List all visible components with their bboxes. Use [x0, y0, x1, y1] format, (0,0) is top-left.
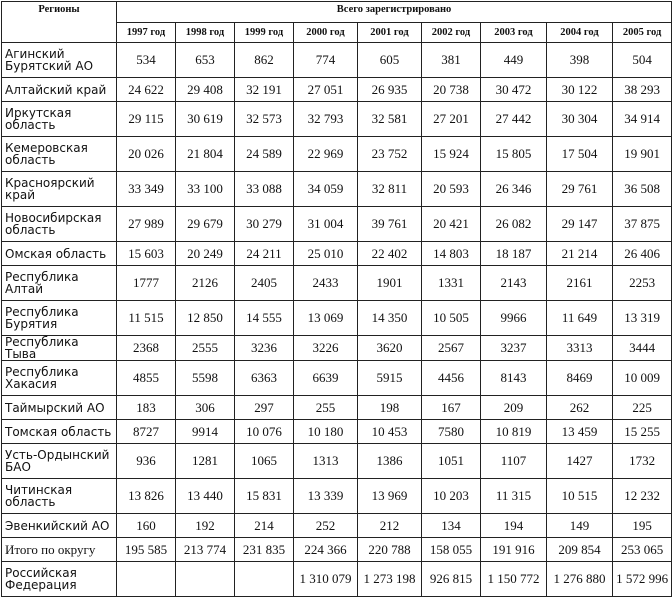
- value-cell: 38 293: [613, 78, 672, 102]
- value-cell: 10 819: [481, 420, 547, 444]
- registration-table: [1, 1, 672, 597]
- value-cell: 15 924: [422, 137, 481, 172]
- value-cell: 8727: [117, 420, 176, 444]
- value-cell: 29 115: [117, 102, 176, 137]
- value-cell: 15 805: [481, 137, 547, 172]
- value-cell: 27 051: [294, 78, 358, 102]
- value-cell: 20 593: [422, 172, 481, 207]
- value-cell: 449: [481, 43, 547, 78]
- value-cell: 2368: [117, 336, 176, 361]
- value-cell: 7580: [422, 420, 481, 444]
- value-cell: 30 472: [481, 78, 547, 102]
- value-cell: 29 147: [547, 207, 613, 242]
- value-cell: 26 935: [358, 78, 422, 102]
- value-cell: 255: [294, 396, 358, 420]
- value-cell: 5598: [176, 361, 235, 396]
- value-cell: 22 402: [358, 242, 422, 266]
- value-cell: 3237: [481, 336, 547, 361]
- table-row: [2, 102, 672, 137]
- value-cell: 13 339: [294, 479, 358, 514]
- value-cell: 33 088: [235, 172, 294, 207]
- value-cell: 30 619: [176, 102, 235, 137]
- year-header: 1997 год: [117, 23, 176, 43]
- value-cell: [176, 562, 235, 597]
- table-row: [2, 479, 672, 514]
- value-cell: 25 010: [294, 242, 358, 266]
- value-cell: 32 793: [294, 102, 358, 137]
- value-cell: 27 201: [422, 102, 481, 137]
- region-name-cell: Таймырский АО: [2, 396, 117, 420]
- value-cell: 2433: [294, 266, 358, 301]
- value-cell: 33 349: [117, 172, 176, 207]
- value-cell: 10 505: [422, 301, 481, 336]
- value-cell: 1 276 880: [547, 562, 613, 597]
- value-cell: 2405: [235, 266, 294, 301]
- value-cell: 862: [235, 43, 294, 78]
- value-cell: 37 875: [613, 207, 672, 242]
- value-cell: 34 059: [294, 172, 358, 207]
- value-cell: 29 408: [176, 78, 235, 102]
- value-cell: 34 914: [613, 102, 672, 137]
- value-cell: 10 515: [547, 479, 613, 514]
- value-cell: 17 504: [547, 137, 613, 172]
- value-cell: 12 850: [176, 301, 235, 336]
- value-cell: 2126: [176, 266, 235, 301]
- region-name-cell: Республика Бурятия: [2, 301, 117, 336]
- value-cell: 12 232: [613, 479, 672, 514]
- value-cell: 15 831: [235, 479, 294, 514]
- value-cell: 1 273 198: [358, 562, 422, 597]
- year-header: 2005 год: [613, 23, 672, 43]
- value-cell: 209: [481, 396, 547, 420]
- value-cell: 9966: [481, 301, 547, 336]
- value-cell: 1107: [481, 444, 547, 479]
- value-cell: 13 826: [117, 479, 176, 514]
- value-cell: 1 572 996: [613, 562, 672, 597]
- value-cell: 262: [547, 396, 613, 420]
- value-cell: [235, 562, 294, 597]
- value-cell: 26 346: [481, 172, 547, 207]
- value-cell: 11 515: [117, 301, 176, 336]
- year-header: 2001 год: [358, 23, 422, 43]
- value-cell: 31 004: [294, 207, 358, 242]
- value-cell: 297: [235, 396, 294, 420]
- value-cell: 29 679: [176, 207, 235, 242]
- value-cell: 14 350: [358, 301, 422, 336]
- value-cell: 21 214: [547, 242, 613, 266]
- year-header: 2000 год: [294, 23, 358, 43]
- value-cell: 27 989: [117, 207, 176, 242]
- value-cell: 26 082: [481, 207, 547, 242]
- value-cell: 32 573: [235, 102, 294, 137]
- value-cell: 8143: [481, 361, 547, 396]
- region-name-cell: Кемеровская область: [2, 137, 117, 172]
- value-cell: 306: [176, 396, 235, 420]
- region-name-cell: Республика Тыва: [2, 336, 117, 361]
- value-cell: 3226: [294, 336, 358, 361]
- value-cell: 252: [294, 514, 358, 538]
- value-cell: 20 249: [176, 242, 235, 266]
- table-row: [2, 172, 672, 207]
- value-cell: 11 649: [547, 301, 613, 336]
- value-cell: 195 585: [117, 538, 176, 562]
- value-cell: 13 969: [358, 479, 422, 514]
- value-cell: [117, 562, 176, 597]
- region-name-cell: Алтайский край: [2, 78, 117, 102]
- value-cell: 253 065: [613, 538, 672, 562]
- region-name-cell: Республика Алтай: [2, 266, 117, 301]
- value-cell: 1 150 772: [481, 562, 547, 597]
- value-cell: 15 603: [117, 242, 176, 266]
- value-cell: 192: [176, 514, 235, 538]
- value-cell: 1901: [358, 266, 422, 301]
- value-cell: 21 804: [176, 137, 235, 172]
- total-registered-header: Всего зарегистрировано: [117, 2, 672, 23]
- value-cell: 30 279: [235, 207, 294, 242]
- value-cell: 20 026: [117, 137, 176, 172]
- table-row: [2, 336, 672, 361]
- value-cell: 381: [422, 43, 481, 78]
- value-cell: 149: [547, 514, 613, 538]
- table-row: [2, 301, 672, 336]
- value-cell: 653: [176, 43, 235, 78]
- value-cell: 1281: [176, 444, 235, 479]
- table-row: [2, 207, 672, 242]
- table-row: [2, 43, 672, 78]
- year-header: 2002 год: [422, 23, 481, 43]
- value-cell: 11 315: [481, 479, 547, 514]
- value-cell: 2253: [613, 266, 672, 301]
- region-name-cell: Томская область: [2, 420, 117, 444]
- table-row: [2, 514, 672, 538]
- region-name-cell: Иркутская область: [2, 102, 117, 137]
- value-cell: 26 406: [613, 242, 672, 266]
- value-cell: 3620: [358, 336, 422, 361]
- region-name-cell: Российская Федерация: [2, 562, 117, 597]
- table-row: [2, 361, 672, 396]
- value-cell: 158 055: [422, 538, 481, 562]
- value-cell: 191 916: [481, 538, 547, 562]
- region-name-cell: Читинская область: [2, 479, 117, 514]
- value-cell: 220 788: [358, 538, 422, 562]
- regions-header: Регионы: [2, 2, 117, 43]
- value-cell: 9914: [176, 420, 235, 444]
- value-cell: 13 069: [294, 301, 358, 336]
- value-cell: 20 421: [422, 207, 481, 242]
- value-cell: 30 122: [547, 78, 613, 102]
- value-cell: 24 589: [235, 137, 294, 172]
- value-cell: 27 442: [481, 102, 547, 137]
- value-cell: 225: [613, 396, 672, 420]
- value-cell: 2555: [176, 336, 235, 361]
- value-cell: 18 187: [481, 242, 547, 266]
- value-cell: 231 835: [235, 538, 294, 562]
- value-cell: 214: [235, 514, 294, 538]
- value-cell: 1386: [358, 444, 422, 479]
- table-row: [2, 562, 672, 597]
- region-name-cell: Агинский Бурятский АО: [2, 43, 117, 78]
- value-cell: 4855: [117, 361, 176, 396]
- value-cell: 2161: [547, 266, 613, 301]
- value-cell: 33 100: [176, 172, 235, 207]
- value-cell: 2143: [481, 266, 547, 301]
- value-cell: 24 622: [117, 78, 176, 102]
- value-cell: 213 774: [176, 538, 235, 562]
- value-cell: 10 076: [235, 420, 294, 444]
- value-cell: 5915: [358, 361, 422, 396]
- value-cell: 24 211: [235, 242, 294, 266]
- value-cell: 4456: [422, 361, 481, 396]
- value-cell: 1 310 079: [294, 562, 358, 597]
- value-cell: 13 319: [613, 301, 672, 336]
- value-cell: 1065: [235, 444, 294, 479]
- table-body: [2, 43, 672, 597]
- value-cell: 134: [422, 514, 481, 538]
- value-cell: 3444: [613, 336, 672, 361]
- value-cell: 13 459: [547, 420, 613, 444]
- value-cell: 209 854: [547, 538, 613, 562]
- value-cell: 183: [117, 396, 176, 420]
- value-cell: 1331: [422, 266, 481, 301]
- value-cell: 534: [117, 43, 176, 78]
- value-cell: 14 555: [235, 301, 294, 336]
- value-cell: 39 761: [358, 207, 422, 242]
- table-row: [2, 242, 672, 266]
- region-name-cell: Новосибирская область: [2, 207, 117, 242]
- value-cell: 1051: [422, 444, 481, 479]
- value-cell: 398: [547, 43, 613, 78]
- region-name-cell: Красноярский край: [2, 172, 117, 207]
- region-name-cell: Усть-Ордынский БАО: [2, 444, 117, 479]
- table-row: [2, 538, 672, 562]
- value-cell: 167: [422, 396, 481, 420]
- value-cell: 32 811: [358, 172, 422, 207]
- value-cell: 504: [613, 43, 672, 78]
- region-name-cell: Республика Хакасия: [2, 361, 117, 396]
- value-cell: 936: [117, 444, 176, 479]
- value-cell: 13 440: [176, 479, 235, 514]
- value-cell: 10 453: [358, 420, 422, 444]
- year-header: 2003 год: [481, 23, 547, 43]
- value-cell: 224 366: [294, 538, 358, 562]
- value-cell: 10 180: [294, 420, 358, 444]
- value-cell: 1777: [117, 266, 176, 301]
- value-cell: 195: [613, 514, 672, 538]
- value-cell: 10 009: [613, 361, 672, 396]
- value-cell: 30 304: [547, 102, 613, 137]
- value-cell: 1427: [547, 444, 613, 479]
- region-name-cell: Эвенкийский АО: [2, 514, 117, 538]
- value-cell: 212: [358, 514, 422, 538]
- value-cell: 23 752: [358, 137, 422, 172]
- value-cell: 36 508: [613, 172, 672, 207]
- value-cell: 194: [481, 514, 547, 538]
- value-cell: 15 255: [613, 420, 672, 444]
- value-cell: 6363: [235, 361, 294, 396]
- year-header: 1999 год: [235, 23, 294, 43]
- value-cell: 14 803: [422, 242, 481, 266]
- value-cell: 2567: [422, 336, 481, 361]
- year-header: 1998 год: [176, 23, 235, 43]
- value-cell: 198: [358, 396, 422, 420]
- value-cell: 8469: [547, 361, 613, 396]
- value-cell: 22 969: [294, 137, 358, 172]
- value-cell: 160: [117, 514, 176, 538]
- value-cell: 3313: [547, 336, 613, 361]
- value-cell: 20 738: [422, 78, 481, 102]
- table-row: [2, 444, 672, 479]
- table-row: [2, 137, 672, 172]
- table-row: [2, 396, 672, 420]
- value-cell: 3236: [235, 336, 294, 361]
- table-row: [2, 420, 672, 444]
- year-header: 2004 год: [547, 23, 613, 43]
- table-row: [2, 266, 672, 301]
- region-name-cell: Итого по округу: [2, 538, 117, 562]
- value-cell: 926 815: [422, 562, 481, 597]
- value-cell: 605: [358, 43, 422, 78]
- value-cell: 32 581: [358, 102, 422, 137]
- value-cell: 32 191: [235, 78, 294, 102]
- value-cell: 10 203: [422, 479, 481, 514]
- region-name-cell: Омская область: [2, 242, 117, 266]
- value-cell: 1313: [294, 444, 358, 479]
- value-cell: 6639: [294, 361, 358, 396]
- value-cell: 1732: [613, 444, 672, 479]
- value-cell: 774: [294, 43, 358, 78]
- table-row: [2, 78, 672, 102]
- value-cell: 29 761: [547, 172, 613, 207]
- value-cell: 19 901: [613, 137, 672, 172]
